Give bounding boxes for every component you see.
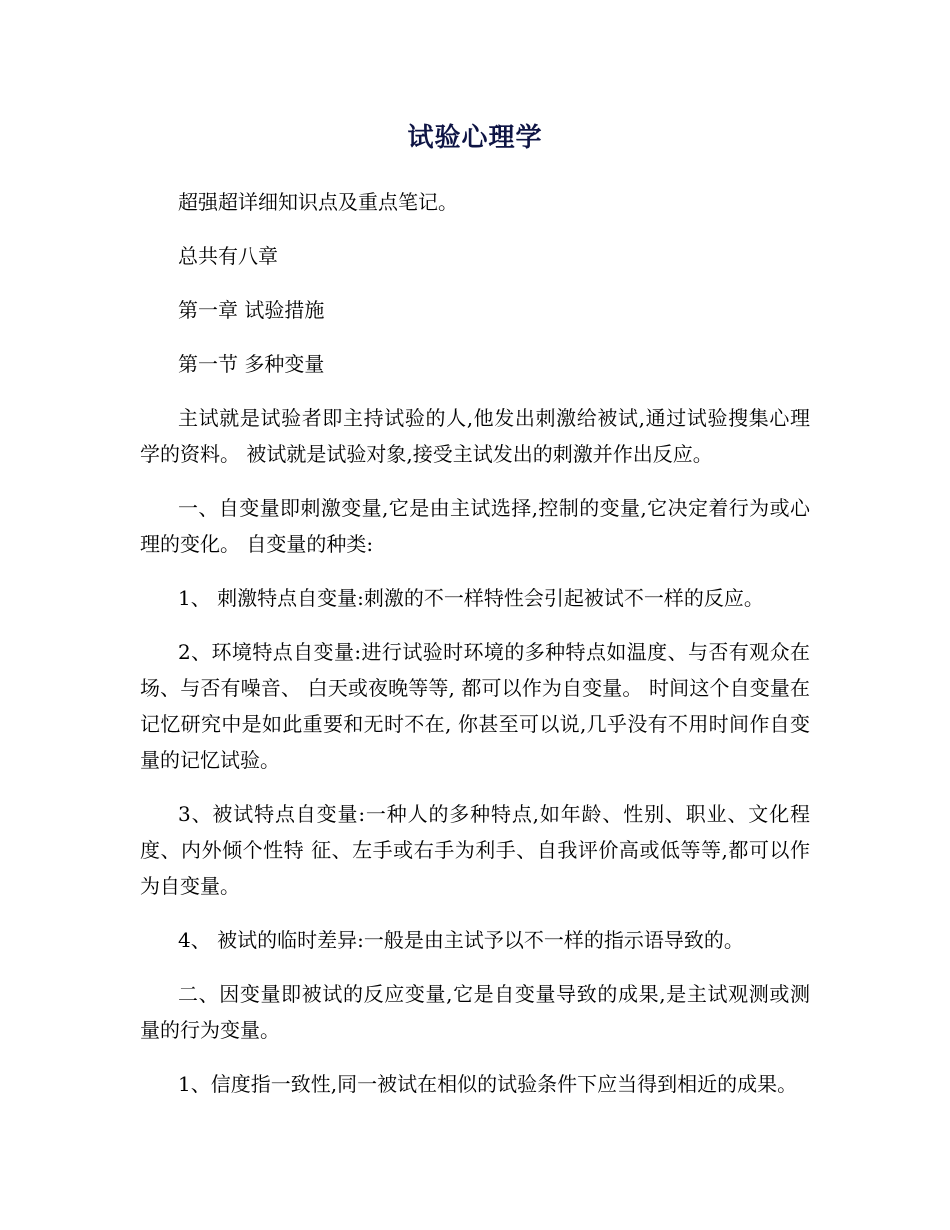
paragraph: 超强超详细知识点及重点笔记。 [178, 190, 458, 214]
list-item: 2、环境特点自变量:进行试验时环境的多种特点如温度、与否有观众在场、与否有噪音、 白天或夜晚等等, 都可以作为自变量。 时间这个自变量在记忆研究中是如此重要和无时不在, 你甚至可以说,几乎没有不用时间作自变量的记忆试验。 [140, 640, 810, 772]
paragraph: 一、自变量即刺激变量,它是由主试选择,控制的变量,它决定着行为或心理的变化。 自变量的种类: [140, 496, 810, 556]
chapter-heading: 第一章 试验措施 [178, 298, 325, 322]
document-title: 试验心理学 [407, 123, 543, 153]
list-item: 1、信度指一致性,同一被试在相似的试验条件下应当得到相近的成果。 [178, 1072, 798, 1096]
paragraph: 主试就是试验者即主持试验的人,他发出刺激给被试,通过试验搜集心理学的资料。 被试就是试验对象,接受主试发出的刺激并作出反应。 [140, 406, 810, 466]
list-item: 4、 被试的临时差异:一般是由主试予以不一样的指示语导致的。 [178, 928, 744, 952]
list-item: 1、 刺激特点自变量:刺激的不一样特性会引起被试不一样的反应。 [178, 586, 764, 610]
paragraph: 二、因变量即被试的反应变量,它是自变量导致的成果,是主试观测或测量的行为变量。 [140, 982, 810, 1042]
list-item: 3、被试特点自变量:一种人的多种特点,如年龄、性别、职业、文化程度、内外倾个性特 征、左手或右手为利手、自我评价高或低等等,都可以作为自变量。 [140, 802, 810, 898]
paragraph: 总共有八章 [178, 244, 278, 268]
section-heading: 第一节 多种变量 [178, 352, 325, 376]
document-body [140, 184, 810, 1120]
